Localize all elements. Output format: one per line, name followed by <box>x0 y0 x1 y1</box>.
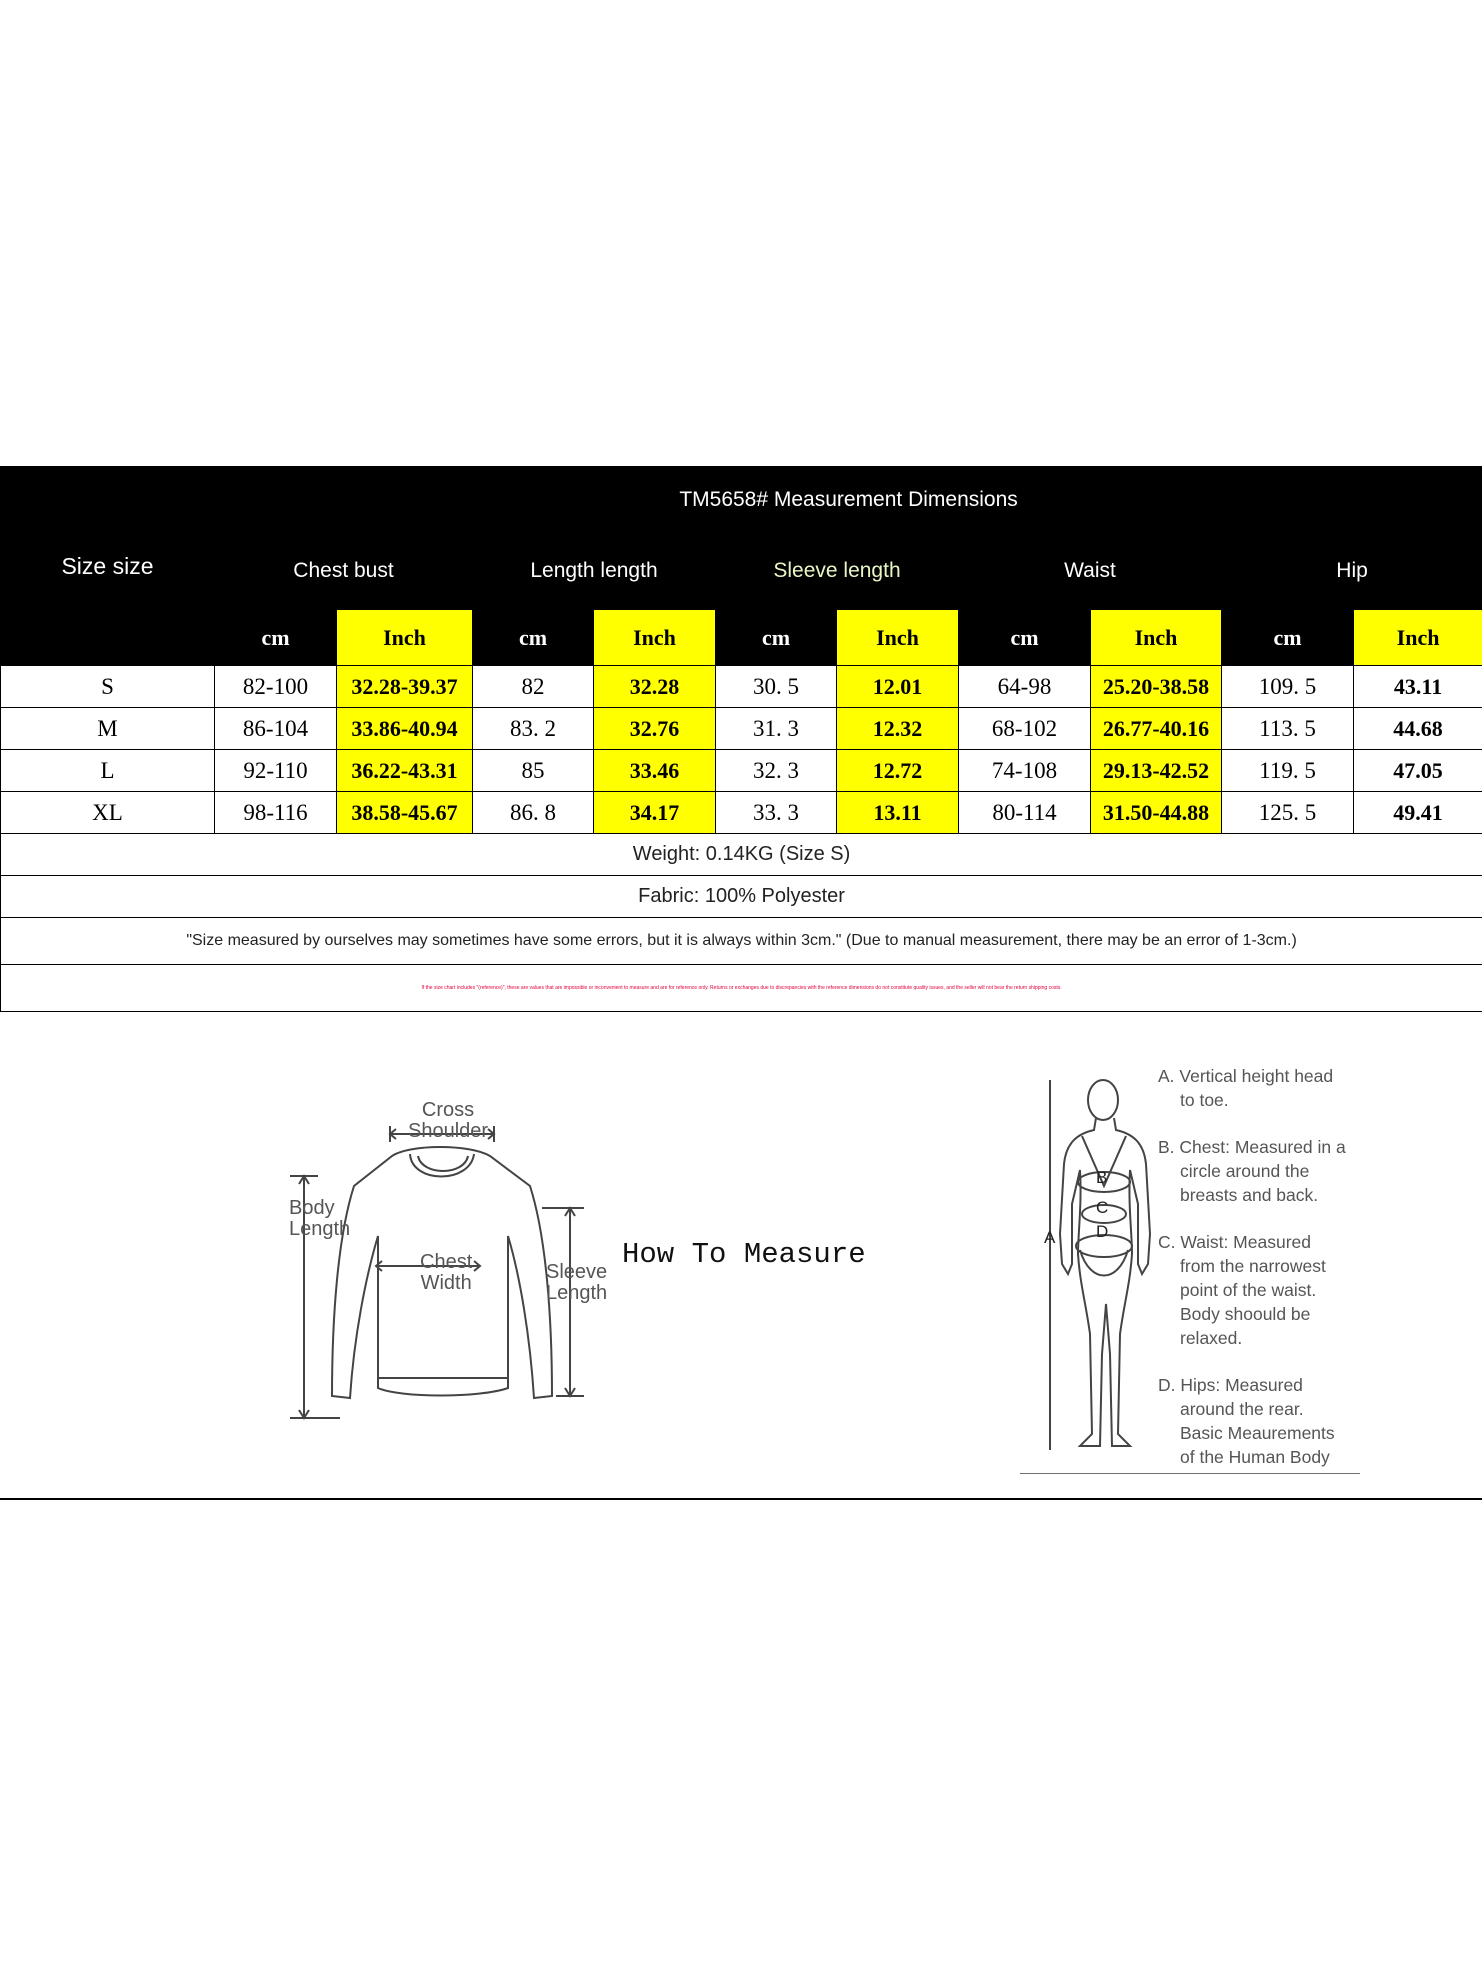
unit-cm: cm <box>473 610 594 666</box>
hip-cm-cell: 119. 5 <box>1222 750 1354 792</box>
unit-cm: cm <box>716 610 837 666</box>
sleeve-cm-cell: 32. 3 <box>716 750 837 792</box>
waist-inch-cell: 31.50-44.88 <box>1091 792 1222 834</box>
size-cell: L <box>1 750 215 792</box>
waist-cm-cell: 80-114 <box>959 792 1091 834</box>
legend-item-d: D. Hips: Measured around the rear. Basic Meaurements of the Human Body <box>1158 1375 1335 1467</box>
measurement-note: "Size measured by ourselves may sometimes have some errors, but it is always within 3cm." (Due to manual measurement, there may be an error of 1-3cm.) <box>1 918 1482 965</box>
unit-cm: cm <box>1222 610 1354 666</box>
hip-inch-cell: 44.68 <box>1354 708 1482 750</box>
reference-disclaimer: If the size chart includes "(reference)", these are values that are impossible or inconvenient to measure and are for reference only. Returns or exchanges due to discrepancies with the reference dimensions do not constitute quality issues, and the seller will not bear the return shipping costs. <box>1 965 1482 1012</box>
table-row <box>1 708 1482 750</box>
sleeve-inch-cell: 13.11 <box>837 792 959 834</box>
chest-cm-cell: 82-100 <box>215 666 337 708</box>
waist-inch-cell: 29.13-42.52 <box>1091 750 1222 792</box>
length-inch-cell: 34.17 <box>594 792 716 834</box>
length-cm-cell: 83. 2 <box>473 708 594 750</box>
table-title: TM5658# Measurement Dimensions <box>215 467 1482 533</box>
marker-c: C <box>1096 1198 1109 1217</box>
hip-cm-cell: 109. 5 <box>1222 666 1354 708</box>
chest-inch-cell: 33.86-40.94 <box>337 708 473 750</box>
waist-inch-cell: 26.77-40.16 <box>1091 708 1222 750</box>
size-cell: XL <box>1 792 215 834</box>
waist-inch-cell: 25.20-38.58 <box>1091 666 1222 708</box>
chest-width-label: Chest Width <box>420 1251 473 1294</box>
group-sleeve: Sleeve length <box>716 533 959 610</box>
unit-inch: Inch <box>1354 610 1482 666</box>
size-cell: M <box>1 708 215 750</box>
chest-cm-cell: 92-110 <box>215 750 337 792</box>
sleeve-inch-cell: 12.72 <box>837 750 959 792</box>
sleeve-inch-cell: 12.01 <box>837 666 959 708</box>
unit-inch: Inch <box>837 610 959 666</box>
length-inch-cell: 32.76 <box>594 708 716 750</box>
length-inch-cell: 33.46 <box>594 750 716 792</box>
sleeve-cm-cell: 30. 5 <box>716 666 837 708</box>
length-cm-cell: 86. 8 <box>473 792 594 834</box>
cross-shoulder-label: Cross Shoulder <box>408 1099 489 1142</box>
sleeve-length-label: Sleeve Length <box>546 1261 608 1304</box>
unit-cm: cm <box>215 610 337 666</box>
length-inch-cell: 32.28 <box>594 666 716 708</box>
unit-cm: cm <box>959 610 1091 666</box>
unit-inch: Inch <box>594 610 716 666</box>
sleeve-cm-cell: 31. 3 <box>716 708 837 750</box>
how-to-measure-section <box>0 1016 1482 1500</box>
body-length-label: Body Length <box>289 1197 351 1240</box>
sleeve-cm-cell: 33. 3 <box>716 792 837 834</box>
chest-inch-cell: 36.22-43.31 <box>337 750 473 792</box>
group-hip: Hip <box>1222 533 1482 610</box>
unit-inch: Inch <box>1091 610 1222 666</box>
fabric-text: Fabric: 100% Polyester <box>1 876 1482 918</box>
unit-inch: Inch <box>337 610 473 666</box>
chest-cm-cell: 98-116 <box>215 792 337 834</box>
sleeve-inch-cell: 12.32 <box>837 708 959 750</box>
hip-inch-cell: 47.05 <box>1354 750 1482 792</box>
hip-inch-cell: 49.41 <box>1354 792 1482 834</box>
legend-item-c: C. Waist: Measured from the narrowest point of the waist. Body shoould be relaxed. <box>1158 1232 1326 1348</box>
group-waist: Waist <box>959 533 1222 610</box>
size-header: Size size <box>1 467 215 666</box>
hip-cm-cell: 125. 5 <box>1222 792 1354 834</box>
waist-cm-cell: 68-102 <box>959 708 1091 750</box>
legend-item-b: B. Chest: Measured in a circle around the breasts and back. <box>1158 1137 1346 1205</box>
measurement-legend <box>1158 1064 1398 1492</box>
how-to-measure-title: How To Measure <box>622 1238 866 1271</box>
hip-cm-cell: 113. 5 <box>1222 708 1354 750</box>
length-cm-cell: 82 <box>473 666 594 708</box>
table-row <box>1 792 1482 834</box>
size-chart <box>0 466 1482 1012</box>
table-row <box>1 666 1482 708</box>
chest-inch-cell: 38.58-45.67 <box>337 792 473 834</box>
group-chest: Chest bust <box>215 533 473 610</box>
size-table <box>0 466 1482 1012</box>
weight-text: Weight: 0.14KG (Size S) <box>1 834 1482 876</box>
size-cell: S <box>1 666 215 708</box>
legend-item-a: A. Vertical height head to toe. <box>1158 1066 1334 1110</box>
marker-b: B <box>1096 1168 1108 1187</box>
chest-cm-cell: 86-104 <box>215 708 337 750</box>
marker-d: D <box>1096 1222 1109 1241</box>
table-row <box>1 750 1482 792</box>
length-cm-cell: 85 <box>473 750 594 792</box>
waist-cm-cell: 64-98 <box>959 666 1091 708</box>
waist-cm-cell: 74-108 <box>959 750 1091 792</box>
group-length: Length length <box>473 533 716 610</box>
marker-a: A <box>1044 1228 1056 1247</box>
chest-inch-cell: 32.28-39.37 <box>337 666 473 708</box>
hip-inch-cell: 43.11 <box>1354 666 1482 708</box>
